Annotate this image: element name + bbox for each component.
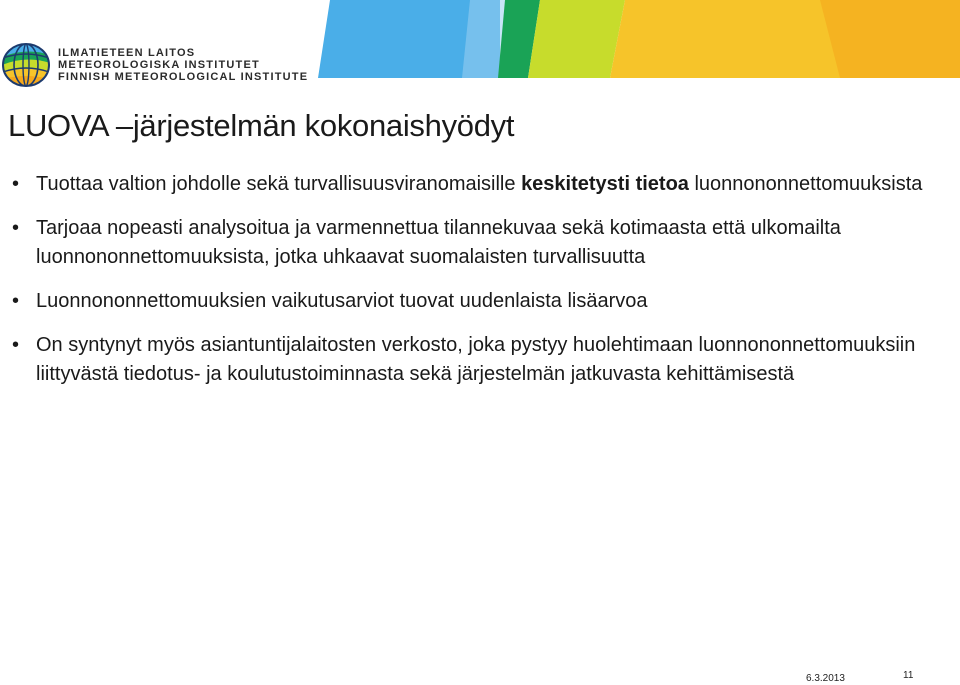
stripe-orange bbox=[820, 0, 960, 78]
footer-date: 6.3.2013 bbox=[806, 673, 845, 684]
logo-wordmark bbox=[58, 47, 308, 83]
bullet-text: Luonnononnettomuuksien vaikutusarviot tuovat uudenlaista lisäarvoa bbox=[36, 290, 648, 312]
globe-logo-icon bbox=[2, 43, 50, 87]
bullet-text: On syntynyt myös asiantuntijalaitosten verkosto, joka pystyy huolehtimaan luonnononnettomuuksiin liittyvästä tiedotus- ja koulutustoiminnasta sekä järjestelmän jatkuvasta kehittämisestä bbox=[36, 334, 916, 385]
logo-name-en: FINNISH METEOROLOGICAL INSTITUTE bbox=[58, 71, 309, 83]
stripe-lime bbox=[528, 0, 625, 78]
page-number: 11 bbox=[903, 670, 914, 681]
bullet-text: Tuottaa valtion johdolle sekä turvallisuusviranomaisille bbox=[36, 173, 522, 195]
bullet-text: Tarjoaa nopeasti analysoitua ja varmennettua tilannekuvaa sekä kotimaasta että ulkomailta luonnononnettomuuksista, jotka uhkaavat suomalaisten turvallisuutta bbox=[36, 217, 841, 268]
bullet-item bbox=[0, 170, 940, 199]
page-title: LUOVA –järjestelmän kokonaishyödyt bbox=[8, 108, 515, 143]
fmi-logo bbox=[2, 43, 308, 87]
logo-name-fi: ILMATIETEEN LAITOS bbox=[58, 47, 196, 59]
bullet-text-bold: keskitetysti tietoa bbox=[521, 173, 689, 195]
bullet-item bbox=[0, 287, 940, 316]
logo-name-sv: METEOROLOGISKA INSTITUTET bbox=[58, 59, 260, 71]
bullet-item bbox=[0, 214, 940, 272]
bullet-item bbox=[0, 331, 940, 389]
bullet-text-end: luonnononnettomuuksista bbox=[688, 173, 923, 195]
bullet-list bbox=[0, 170, 940, 404]
